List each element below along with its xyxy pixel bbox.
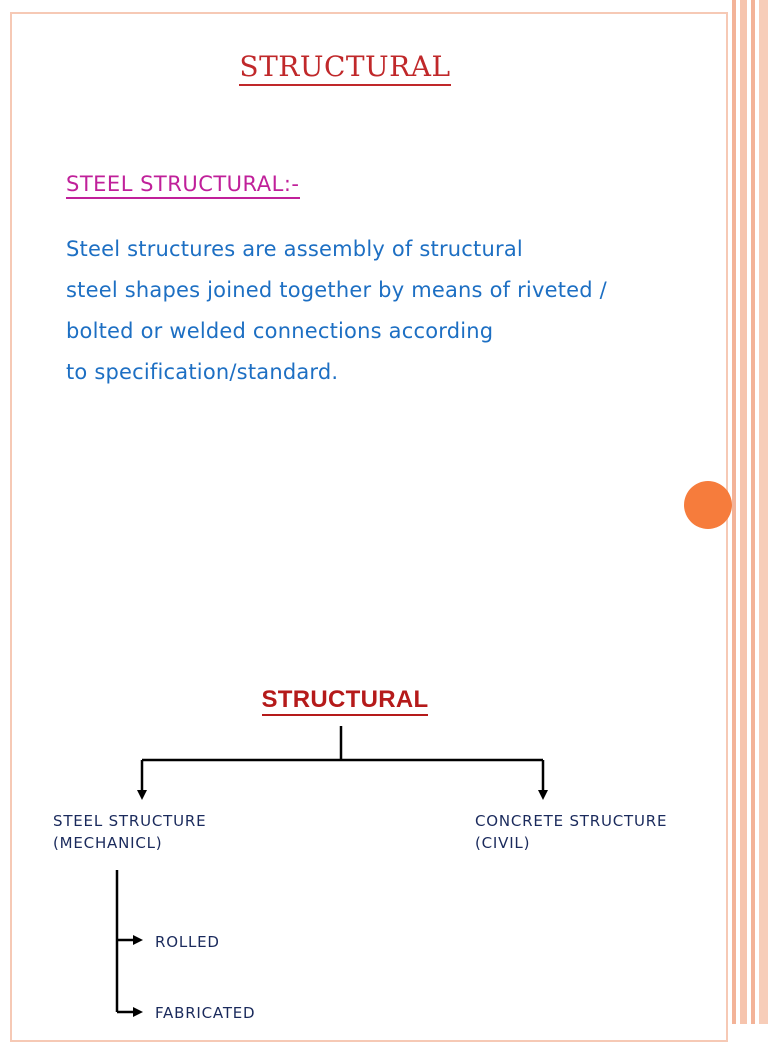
tree-node-concrete-line2: (CIVIL) [475,834,531,852]
tree-node-steel-line2: (MECHANICL) [53,834,163,852]
tree-node-concrete [475,810,667,854]
section-heading-text: STEEL STRUCTURAL:- [66,172,300,199]
tree-node-fabricated: FABRICATED [155,1004,256,1022]
tree-root-label: STRUCTURAL [262,686,429,716]
tree-node-steel [53,810,206,854]
tree-node-steel-line1: STEEL STRUCTURE [53,812,207,830]
tree-node-concrete-line1: CONCRETE STRUCTURE [475,812,668,830]
tree-node-rolled: ROLLED [155,933,220,951]
definition-paragraph: Steel structures are assembly of structural steel shapes joined together by means of riveted / bolted or welded connections according to specification/standard. [66,237,607,384]
page-title-text: STRUCTURAL [239,50,450,86]
